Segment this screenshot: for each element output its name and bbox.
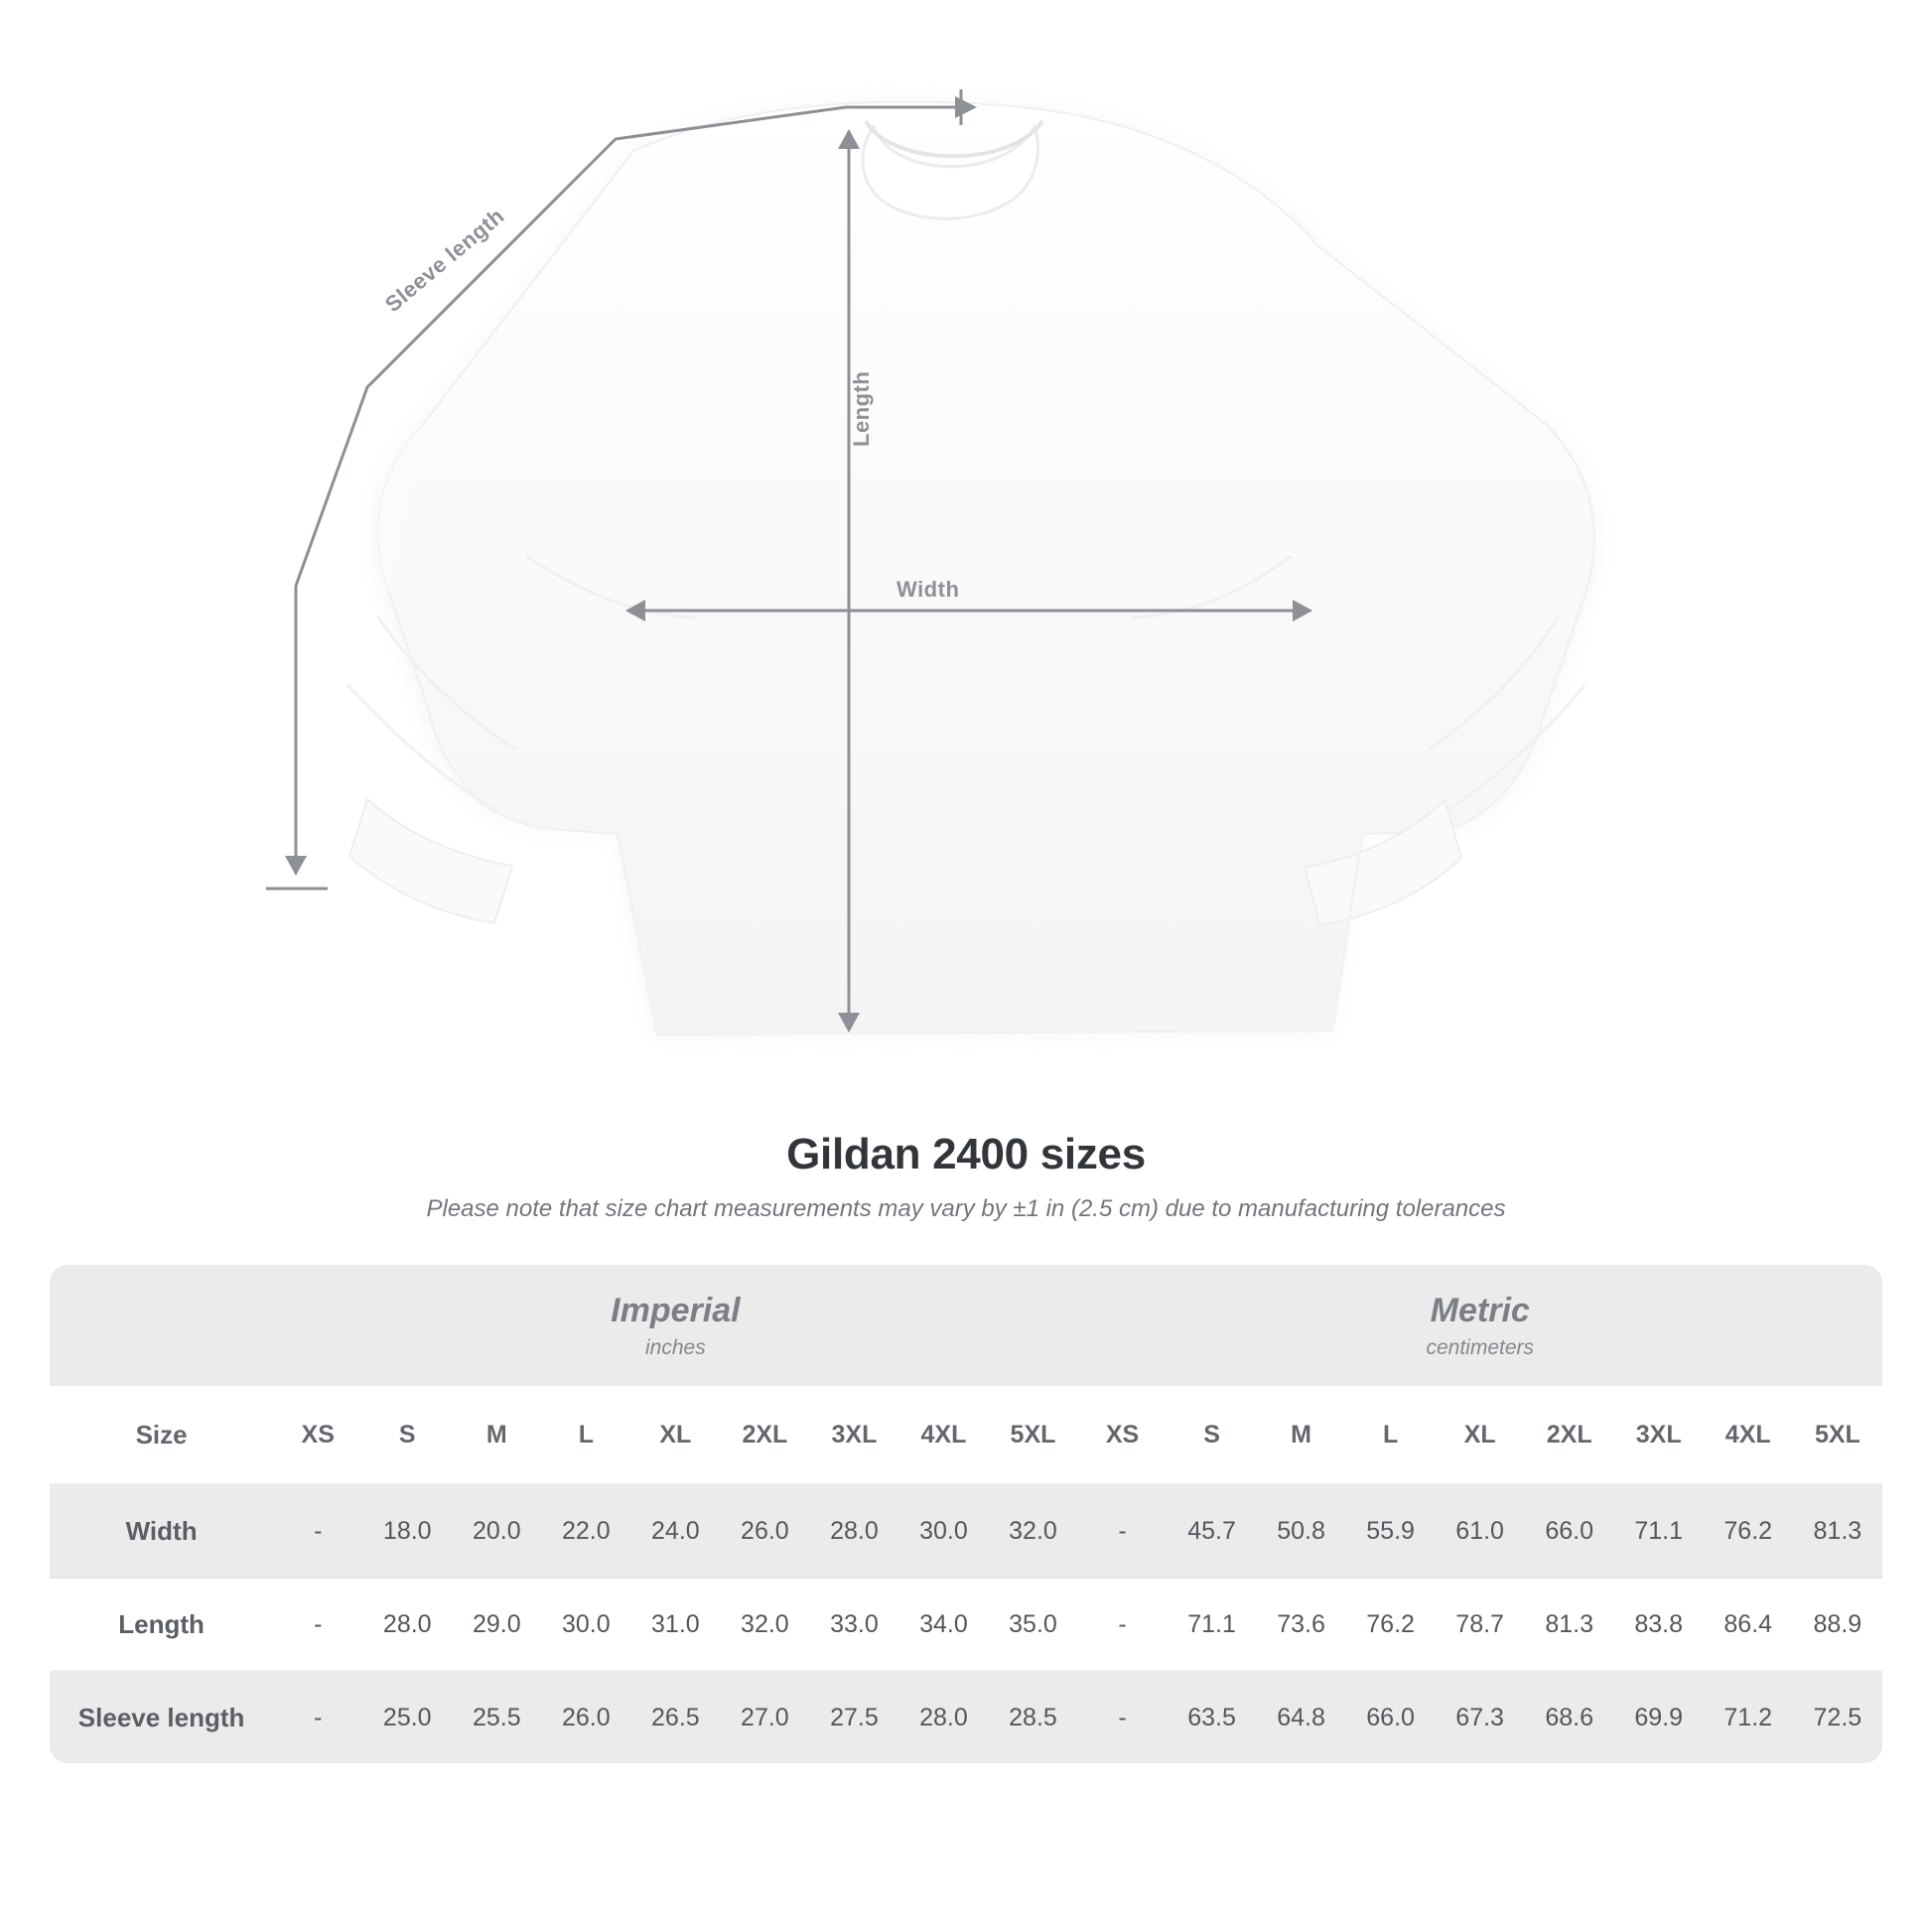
cell-sleeve-imperial-2xl: 27.0 — [720, 1672, 809, 1763]
cell-sleeve-imperial-5xl: 28.5 — [988, 1672, 1077, 1763]
cell-width-imperial-xl: 24.0 — [630, 1485, 720, 1579]
cell-sleeve-imperial-xl: 26.5 — [630, 1672, 720, 1763]
cell-length-metric-xs: - — [1078, 1579, 1168, 1672]
cell-width-metric-l: 55.9 — [1346, 1485, 1436, 1579]
size-header-imperial-xs: XS — [273, 1386, 362, 1485]
cell-sleeve-metric-4xl: 71.2 — [1704, 1672, 1793, 1763]
metric-unit-header — [1078, 1265, 1883, 1386]
size-row-header: Size — [50, 1386, 273, 1485]
metric-unit-title: Metric — [1430, 1291, 1530, 1329]
size-header-imperial-m: M — [452, 1386, 541, 1485]
imperial-unit-header — [273, 1265, 1077, 1386]
cell-sleeve-metric-xl: 67.3 — [1436, 1672, 1525, 1763]
cell-length-metric-3xl: 83.8 — [1614, 1579, 1704, 1672]
unit-header-row — [50, 1265, 1882, 1386]
cell-width-imperial-m: 20.0 — [452, 1485, 541, 1579]
cell-sleeve-imperial-xs: - — [273, 1672, 362, 1763]
unit-header-spacer — [50, 1265, 273, 1386]
size-header-metric-xl: XL — [1436, 1386, 1525, 1485]
row-label-sleeve-length: Sleeve length — [50, 1672, 273, 1763]
cell-width-metric-xl: 61.0 — [1436, 1485, 1525, 1579]
cell-width-imperial-l: 22.0 — [541, 1485, 630, 1579]
cell-length-imperial-4xl: 34.0 — [898, 1579, 988, 1672]
cell-length-metric-xl: 78.7 — [1436, 1579, 1525, 1672]
cell-sleeve-metric-5xl: 72.5 — [1793, 1672, 1882, 1763]
cell-length-metric-2xl: 81.3 — [1525, 1579, 1614, 1672]
cell-length-imperial-5xl: 35.0 — [988, 1579, 1077, 1672]
page-title: Gildan 2400 sizes — [786, 1130, 1146, 1178]
cell-sleeve-metric-m: 64.8 — [1257, 1672, 1346, 1763]
cell-sleeve-imperial-l: 26.0 — [541, 1672, 630, 1763]
row-label-length: Length — [50, 1579, 273, 1672]
size-header-imperial-s: S — [362, 1386, 452, 1485]
size-header-row — [50, 1386, 1882, 1485]
cell-sleeve-metric-2xl: 68.6 — [1525, 1672, 1614, 1763]
cell-length-imperial-l: 30.0 — [541, 1579, 630, 1672]
cell-sleeve-metric-s: 63.5 — [1168, 1672, 1257, 1763]
cell-sleeve-metric-l: 66.0 — [1346, 1672, 1436, 1763]
size-header-metric-l: L — [1346, 1386, 1436, 1485]
cell-length-imperial-3xl: 33.0 — [809, 1579, 898, 1672]
cell-width-imperial-5xl: 32.0 — [988, 1485, 1077, 1579]
size-header-metric-m: M — [1257, 1386, 1346, 1485]
cell-width-metric-3xl: 71.1 — [1614, 1485, 1704, 1579]
sleeve-length-dimension-label: Sleeve length — [380, 203, 509, 318]
size-chart-table-wrapper — [50, 1265, 1882, 1763]
cell-sleeve-imperial-3xl: 27.5 — [809, 1672, 898, 1763]
shirt-body — [347, 101, 1594, 1035]
cell-length-metric-5xl: 88.9 — [1793, 1579, 1882, 1672]
cell-length-imperial-xl: 31.0 — [630, 1579, 720, 1672]
cell-length-metric-m: 73.6 — [1257, 1579, 1346, 1672]
imperial-unit-subtitle: inches — [645, 1335, 706, 1359]
metric-unit-subtitle: centimeters — [1426, 1335, 1535, 1359]
cell-width-imperial-2xl: 26.0 — [720, 1485, 809, 1579]
cell-length-imperial-s: 28.0 — [362, 1579, 452, 1672]
cell-length-imperial-xs: - — [273, 1579, 362, 1672]
table-row — [50, 1672, 1882, 1763]
cell-width-imperial-4xl: 30.0 — [898, 1485, 988, 1579]
imperial-unit-title: Imperial — [611, 1291, 741, 1329]
size-chart-table — [50, 1265, 1882, 1763]
cell-width-imperial-xs: - — [273, 1485, 362, 1579]
cell-width-imperial-3xl: 28.0 — [809, 1485, 898, 1579]
size-header-metric-3xl: 3XL — [1614, 1386, 1704, 1485]
cell-width-metric-2xl: 66.0 — [1525, 1485, 1614, 1579]
cell-width-imperial-s: 18.0 — [362, 1485, 452, 1579]
cell-length-imperial-2xl: 32.0 — [720, 1579, 809, 1672]
length-dimension-label: Length — [849, 370, 874, 447]
cell-length-metric-4xl: 86.4 — [1704, 1579, 1793, 1672]
size-header-metric-2xl: 2XL — [1525, 1386, 1614, 1485]
cell-length-metric-l: 76.2 — [1346, 1579, 1436, 1672]
row-label-width: Width — [50, 1485, 273, 1579]
size-header-imperial-3xl: 3XL — [809, 1386, 898, 1485]
cell-length-metric-s: 71.1 — [1168, 1579, 1257, 1672]
cell-width-metric-s: 45.7 — [1168, 1485, 1257, 1579]
cell-sleeve-imperial-m: 25.5 — [452, 1672, 541, 1763]
cell-width-metric-xs: - — [1078, 1485, 1168, 1579]
cell-sleeve-imperial-4xl: 28.0 — [898, 1672, 988, 1763]
size-header-imperial-2xl: 2XL — [720, 1386, 809, 1485]
table-row — [50, 1579, 1882, 1672]
size-header-metric-4xl: 4XL — [1704, 1386, 1793, 1485]
tolerance-note: Please note that size chart measurements may vary by ±1 in (2.5 cm) due to manufacturing tolerances — [426, 1195, 1506, 1222]
table-row — [50, 1485, 1882, 1579]
title-block — [0, 1130, 1932, 1223]
cell-width-metric-5xl: 81.3 — [1793, 1485, 1882, 1579]
cell-sleeve-metric-3xl: 69.9 — [1614, 1672, 1704, 1763]
cell-sleeve-metric-xs: - — [1078, 1672, 1168, 1763]
cell-sleeve-imperial-s: 25.0 — [362, 1672, 452, 1763]
size-header-imperial-5xl: 5XL — [988, 1386, 1077, 1485]
size-header-imperial-xl: XL — [630, 1386, 720, 1485]
cell-width-metric-4xl: 76.2 — [1704, 1485, 1793, 1579]
size-header-imperial-4xl: 4XL — [898, 1386, 988, 1485]
width-dimension-label: Width — [897, 577, 960, 602]
size-header-metric-s: S — [1168, 1386, 1257, 1485]
size-header-metric-5xl: 5XL — [1793, 1386, 1882, 1485]
size-header-imperial-l: L — [541, 1386, 630, 1485]
size-header-metric-xs: XS — [1078, 1386, 1168, 1485]
cell-length-imperial-m: 29.0 — [452, 1579, 541, 1672]
cell-width-metric-m: 50.8 — [1257, 1485, 1346, 1579]
